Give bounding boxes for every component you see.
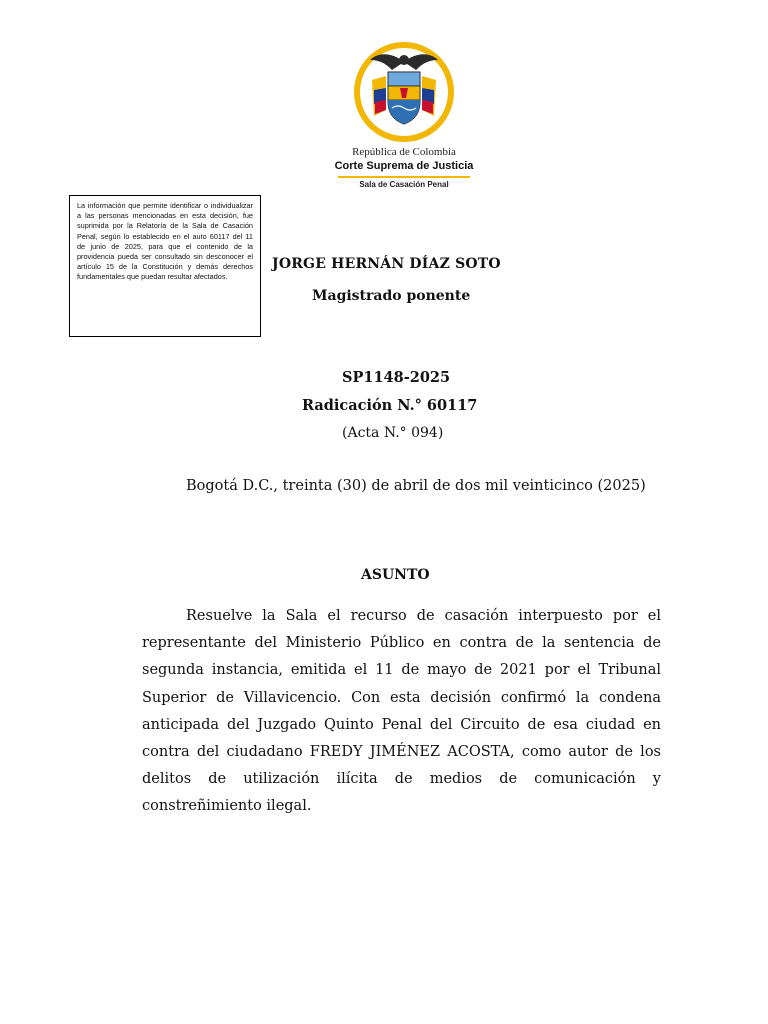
magistrate-role: Magistrado ponente: [312, 288, 471, 304]
section-heading: ASUNTO: [361, 567, 430, 583]
date-paragraph: [142, 473, 661, 500]
filing-number: Radicación N.° 60117: [302, 397, 478, 414]
minutes-number: (Acta N.° 094): [342, 425, 444, 441]
republic-label: República de Colombia: [352, 146, 456, 158]
colombia-coat-of-arms-icon: [334, 40, 474, 144]
privacy-notice: La información que permite identificar o individualizar a las personas mencionadas en esta decisión, fue suprimida por la Relatoría de la Sala de Casación Penal, según lo establecido en el auto 60117 del 11 de junio de 2025, para que el contenido de la providencia pueda ser consultado sin desconocer el artículo 15 de la Constitución y demás derechos fundamentales que puedan resultar afectados.: [69, 195, 261, 337]
sentence-number: SP1148-2025: [342, 369, 451, 386]
body-text: Resuelve la Sala el recurso de casación interpuesto por el representante del Ministerio Público en contra de la sentencia de segunda instancia, emitida el 11 de mayo de 2021 por el Tribunal Superior de Villavicencio. Con esta decisión confirmó la condena anticipada del Juzgado Quinto Penal del Circuito de esa ciudad en contra del ciudadano FREDY JIMÉNEZ ACOSTA, como autor de los delitos de utilización ilícita de medios de comunicación y constreñimiento ilegal.: [142, 608, 661, 815]
body-paragraph: [142, 603, 661, 821]
date-text: Bogotá D.C., treinta (30) de abril de dos mil veinticinco (2025): [186, 478, 646, 494]
court-logo: [334, 40, 474, 200]
magistrate-name: JORGE HERNÁN DÍAZ SOTO: [272, 256, 501, 272]
logo-divider: [338, 176, 470, 178]
chamber-name: Sala de Casación Penal: [359, 180, 449, 189]
court-name: Corte Suprema de Justicia: [334, 160, 474, 172]
